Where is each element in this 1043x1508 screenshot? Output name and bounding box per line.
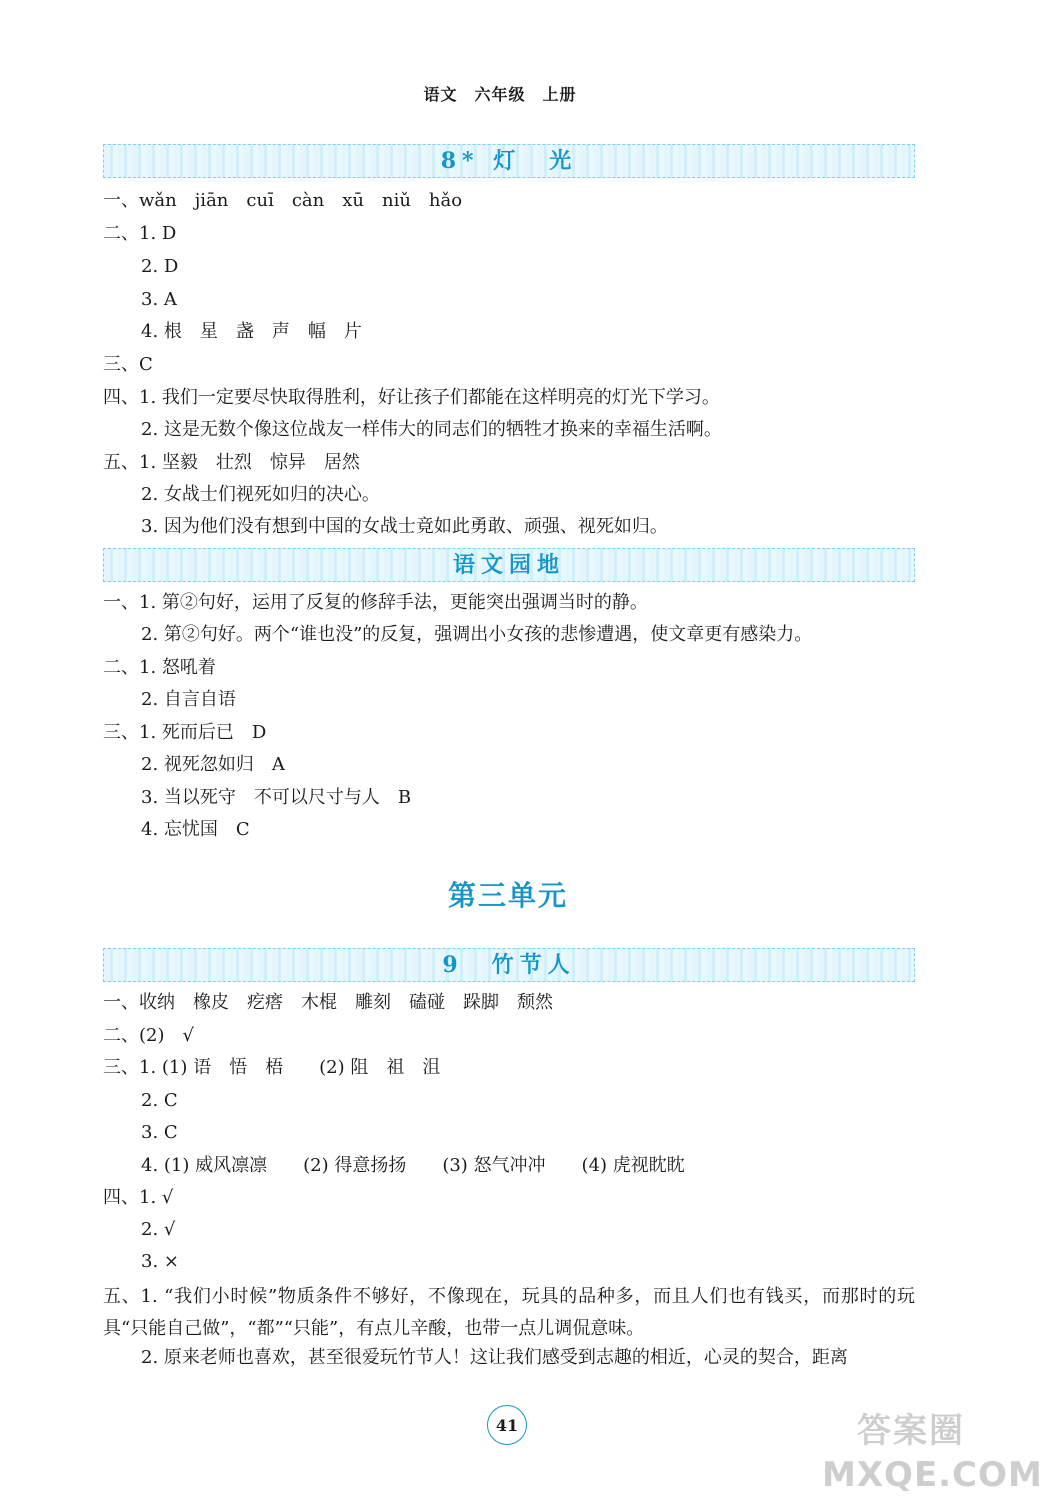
answer-line: 二、1. 怒吼着	[103, 657, 216, 678]
answer-line: 四、1. √	[103, 1187, 174, 1208]
answer-line: 二、(2) √	[103, 1025, 194, 1046]
answer-line: 三、1. 死而后已 D	[103, 722, 267, 743]
answer-line: 2. 原来老师也喜欢，甚至很爱玩竹节人！这让我们感受到志趣的相近，心灵的契合，距离	[141, 1347, 848, 1368]
section-title: 9 竹节人	[442, 952, 576, 978]
page-header-title: 语文 六年级 上册	[423, 85, 577, 104]
answer-line: 一、1. 第②句好，运用了反复的修辞手法，更能突出强调当时的静。	[103, 592, 648, 613]
answer-line: 三、1. (1) 语 悟 梧 (2) 阻 祖 沮	[103, 1057, 441, 1078]
answer-line: 2. 女战士们视死如归的决心。	[141, 484, 380, 505]
answer-line: 2. C	[141, 1090, 178, 1111]
section-banner-yuwen-yuandi	[103, 548, 915, 582]
answer-line: 3. 因为他们没有想到中国的女战士竟如此勇敢、顽强、视死如归。	[141, 516, 668, 537]
answer-paragraph: 五、1. “我们小时候”物质条件不够好，不像现在，玩具的品种多，而且人们也有钱买，而那时的玩具“只能自己做”，“都”“只能”，有点儿辛酸，也带一点儿调侃意味。	[103, 1286, 915, 1339]
answer-line: 3. 当以死守 不可以尺寸与人 B	[141, 787, 412, 808]
watermark-cn: 答案圈	[857, 1411, 965, 1451]
answer-line: 一、收纳 橡皮 疙瘩 木棍 雕刻 磕碰 跺脚 颓然	[103, 992, 553, 1013]
answer-line: 2. 这是无数个像这位战友一样伟大的同志们的牺牲才换来的幸福生活啊。	[141, 419, 722, 440]
answer-line: 2. 第②句好。两个“谁也没”的反复，强调出小女孩的悲惨遭遇，使文章更有感染力。	[141, 624, 813, 645]
section-title: 语文园地	[452, 552, 565, 578]
answer-line: 四、1. 我们一定要尽快取得胜利，好让孩子们都能在这样明亮的灯光下学习。	[103, 387, 720, 408]
answer-line: 二、1. D	[103, 223, 177, 244]
answer-line: 4. (1) 威风凛凛 (2) 得意扬扬 (3) 怒气冲冲 (4) 虎视眈眈	[141, 1155, 685, 1176]
unit-title: 第三单元	[447, 879, 568, 912]
answer-line: 2. √	[141, 1219, 176, 1240]
answer-line: 3. A	[141, 289, 177, 310]
section-banner-lesson-9	[103, 948, 915, 982]
answer-line: 2. D	[141, 256, 179, 277]
watermark-logo	[822, 1408, 1043, 1508]
answer-line: 三、C	[103, 354, 153, 375]
watermark-en: MXQE.COM	[822, 1455, 1043, 1495]
page-number: 41	[487, 1405, 527, 1445]
answer-line: 2. 自言自语	[141, 689, 236, 710]
section-banner-lesson-8	[103, 144, 915, 178]
answer-line: 一、wǎn jiān cuī càn xū niǔ hǎo	[103, 190, 463, 211]
answer-line: 2. 视死忽如归 A	[141, 754, 285, 775]
answer-line: 五、1. 坚毅 壮烈 惊异 居然	[103, 452, 360, 473]
answer-line: 3. ×	[141, 1251, 179, 1272]
section-title: 8* 灯 光	[440, 148, 578, 174]
answer-line: 4. 忘忧国 C	[141, 819, 250, 840]
answer-line: 4. 根 星 盏 声 幅 片	[141, 321, 362, 342]
answer-line: 3. C	[141, 1122, 178, 1143]
